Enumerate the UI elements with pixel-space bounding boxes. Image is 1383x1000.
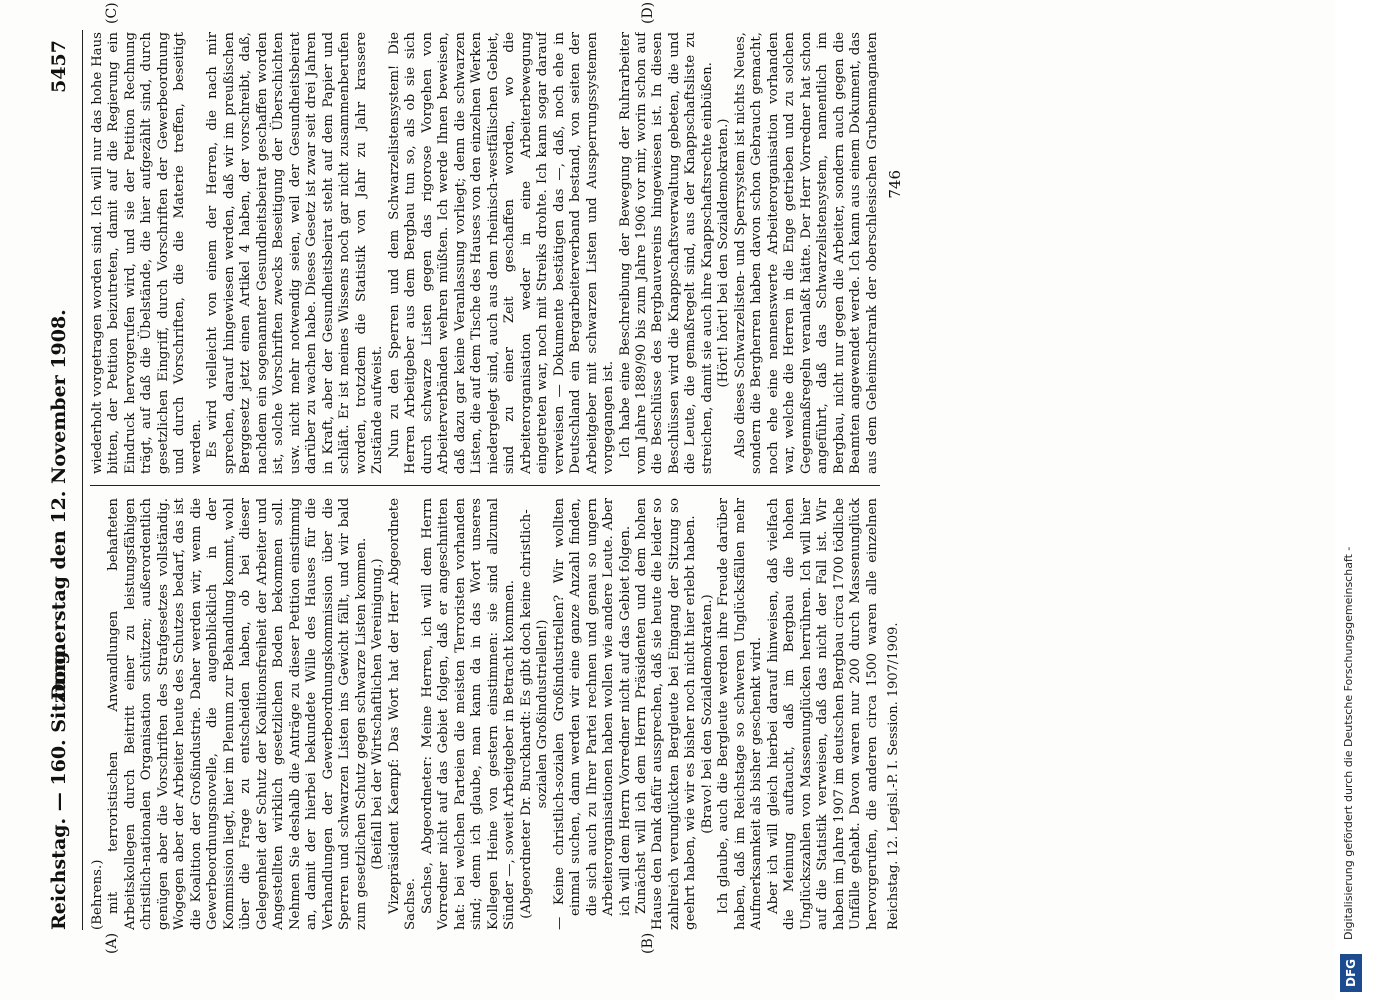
- left-column-paragraph: (Behrens.): [90, 859, 105, 930]
- page-number: 5457: [48, 40, 70, 93]
- left-column-paragraph: Aber ich will gleich hierbei darauf hinweisen, daß vielfach die Meinung auftaucht, daß im Bergbau die hohen Unglückszahlen von Massenunglücken herrühren. Ich will hier auf die Statistik verweisen, daß das nicht der Fall ist. Wir haben im Jahre 1907 im deutschen Bergbau circa 1700 tödliche Unfälle gehabt. Davon waren nur 200 durch Massenunglück hervorgerufen, die anderen circa 1500 waren alle einzelnen: [765, 498, 880, 930]
- left-column-paragraph: (Bravo! bei den Sozialdemokraten.): [699, 594, 715, 834]
- right-column-paragraph: Also dieses Schwarzelisten- und Sperrsystem ist nichts Neues, sondern die Bergherren haben davon schon Gebrauch gemacht, noch ehe eine nennenswerte Arbeiterorganisation vorhanden war, welche die Herren in die Enge getrieben und zu solchen Gegenmaßregeln veranlaßt hätte. Der Herr Vorredner hat schon angeführt, daß das Schwarzelistensystem, namentlich im Bergbau, nicht nur gegen die Arbeiter, sondern auch gegen die Beamten angewendet werde. Ich kann aus einem Dokument, das aus dem Geheimschrank der oberschlesischen Grubenmagnaten: [732, 32, 880, 474]
- right-column-paragraph: wiederholt vorgetragen worden sind. Ich will nur das hohe Haus bitten, der Petition beizutreten, damit auf die Regierung ein Eindruck hervorgerufen wird, und sie der Petition Rechnung trägt, auf daß die Übelstände, die hier aufgezählt sind, durch gesetzlichen Eingriff, durch Vorschriften der Gewerbeordnung und durch Vorschriften, die die Materie treffen, beseitigt werden.: [90, 32, 204, 474]
- right-column-paragraph: (Hört! hört! bei den Sozialdemokraten.): [716, 118, 732, 388]
- left-column-paragraph: Vizepräsident Kaempf: Das Wort hat der Herr Abgeordnete Sachse.: [386, 498, 419, 930]
- margin-marker-d: (D): [640, 1, 656, 24]
- footer-sheet-number: 746: [886, 170, 904, 199]
- right-column: [90, 32, 880, 474]
- right-column-paragraph: Es wird vielleicht von einem der Herren, die nach mir sprechen, darauf hingewiesen werden, daß wir im preußischen Berggesetz jetzt einen Artikel 4 haben, der vorschreibt, daß, nachdem ein sogenannter Gesundheitsbeirat geschaffen worden ist, solche Vorschriften zwecks Beseitigung der Überschichten usw. nicht mehr notwendig seien, weil der Gesundheitsbeirat darüber zu wachen habe. Dieses Gesetz ist zwar seit drei Jahren in Kraft, aber der Gesundheitsbeirat steht auf dem Papier und schläft. Er ist meines Wissens noch gar nicht zusammenberufen worden, trotzdem die Statistik von Jahr zu Jahr krassere Zustände aufweist.: [205, 32, 386, 474]
- footer-session: Reichstag. 12. Legisl.-P. I. Session. 1907/1909.: [886, 622, 901, 930]
- left-column-paragraph: Sachse, Abgeordneter: Meine Herren, ich will dem Herrn Vorredner nicht auf das Gebiet folgen, daß er angeschnitten hat: bei welchen Parteien die meisten Terroristen vorhanden sind; denn ich glaube, man kann da in das Wort unseres Kollegen Heine von gestern einstimmen: sie sind allzumal Sünder —, soweit Arbeitgeber in Betracht kommen.: [419, 498, 518, 930]
- dfg-logo: DFG: [1340, 954, 1362, 992]
- left-column-paragraph: (Beifall bei der Wirtschaftlichen Vereinigung.): [370, 558, 386, 870]
- left-column-paragraph: Ich glaube, auch die Bergleute werden ihre Freude darüber haben, daß im Reichstage so schweren Unglücksfällen mehr Aufmerksamkeit als bisher geschenkt wird.: [716, 498, 765, 930]
- header-rule: [82, 30, 83, 930]
- header-date: Donnerstag den 12. November 1908.: [48, 309, 70, 700]
- digitization-credit: Digitalisierung gefördert durch die Deutsche Forschungsgemeinschaft -: [1342, 546, 1355, 940]
- left-column: [90, 498, 880, 930]
- left-column-paragraph: (Abgeordneter Dr. Burckhardt: Es gibt doch keine christlich-sozialen Großindustriellen!): [518, 509, 551, 919]
- margin-marker-b: (B): [640, 932, 656, 954]
- left-column-paragraph: Zunächst will ich dem Herrn Präsidenten und dem hohen Hause den Dank dafür aussprechen, daß sie heute die leider so zahlreich verunglückten Bergleute bei Eingang der Sitzung so geehrt haben, wie wir es bisher noch nicht hier erlebt haben.: [633, 498, 699, 930]
- right-column-paragraph: Ich habe eine Beschreibung der Bewegung der Ruhrarbeiter vom Jahre 1889/90 bis zum Jahre 1906 vor mir, worin schon auf die Beschlüsse des Bergbauvereins hingewiesen ist. In diesen Beschlüssen wird die Knappschaftsverwaltung gebeten, die und die Leute, die gemaßregelt sind, aus der Knappschaftsliste zu streichen, damit sie auch ihre Knappschaftsrechte einbüßen.: [617, 32, 715, 474]
- left-column-paragraph: mit terroristischen Anwandlungen behafteten Arbeitskollegen durch Beitritt einer zu leistungsfähigen christlich-nationalen Organisation schützen; außerordentlich genügen aber die Vorschriften des Strafgesetzes vollständig. Wogegen aber der Arbeiter heute des Schutzes bedarf, das ist die Koalition der Großindustrie. Daher werden wir, wenn die Gewerbeordnungsnovelle, die augenblicklich in der Kommission liegt, hier im Plenum zur Behandlung kommt, wohl über die Frage zu entscheiden haben, ob bei dieser Gelegenheit der Schutz der Koalitionsfreiheit der Arbeiter und Angestellten wirklich gesetzlichen Boden bekommen soll. Nehmen Sie deshalb die Anträge zu dieser Petition einstimmig an, damit der hierbei bekundete Wille des Hauses für die Verhandlungen der Gewerbeordnungskommission über die Sperren und schwarzen Listen ins Gewicht fällt, und wir bald zum gesetzlichen Schutz gegen schwarze Listen kommen.: [106, 498, 369, 930]
- margin-marker-c: (C): [104, 2, 120, 24]
- margin-marker-a: (A): [104, 932, 120, 954]
- running-header: [44, 0, 76, 1000]
- page-footer: [886, 30, 908, 930]
- column-divider: [90, 485, 880, 486]
- right-column-paragraph: Nun zu den Sperren und dem Schwarzelistensystem! Die Herren Arbeitgeber aus dem Bergbau tun so, als ob sie sich durch schwarze Listen gegen das rigorose Vorgehen von Arbeiterverbänden wehren müßten. Ich werde Ihnen beweisen, daß dazu gar keine Veranlassung vorliegt; denn die schwarzen Listen, die auf dem Tische des Hauses von den einzelnen Werken niedergelegt sind, auch aus dem rheinisch-westfälischen Gebiet, sind zu einer Zeit geschaffen worden, wo die Arbeiterorganisation weder in eine Arbeiterbewegung eingetreten war, noch mit Streiks drohte. Ich kann sogar darauf verweisen — Dokumente bestätigen das —, daß, noch ehe in Deutschland ein Bergarbeiterverband bestand, von seiten der Arbeitgeber mit schwarzen Listen und Aussperrungssystemen vorgegangen ist.: [386, 32, 617, 474]
- left-column-paragraph: — Keine christlich-sozialen Großindustriellen? Wir wollten einmal suchen, dann werden wir eine ganze Anzahl finden, die sich auch zu Ihrer Partei rechnen und genau so ungern Arbeiterorganisationen haben wollen wie andere Leute. Aber ich will dem Herrn Vorredner nicht auf das Gebiet folgen.: [551, 498, 633, 930]
- header-left: Reichstag. — 160. Sitzung.: [48, 644, 70, 930]
